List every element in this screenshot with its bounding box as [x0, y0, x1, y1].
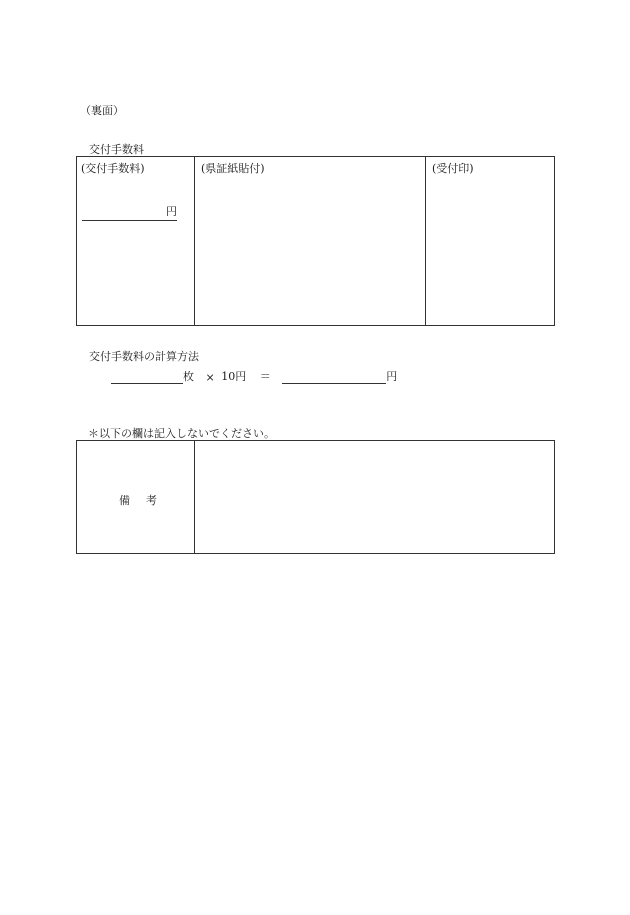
fee-table-divider-2	[425, 157, 426, 325]
remarks-table	[76, 440, 555, 554]
reception-stamp-label: (受付印)	[432, 162, 474, 175]
fee-table-divider-1	[194, 157, 195, 325]
fee-amount-unit: 円	[166, 205, 177, 218]
multiply-sign: ×	[205, 371, 215, 384]
equals-sign: ＝	[259, 370, 271, 383]
unit-price: 10円	[221, 370, 247, 383]
do-not-fill-note: ＊以下の欄は記入しないでください。	[88, 427, 275, 440]
unit-yen: 円	[386, 370, 398, 383]
unit-sheets: 枚	[183, 370, 194, 383]
calc-section-title: 交付手数料の計算方法	[89, 350, 199, 363]
remarks-label: 備考	[119, 494, 173, 507]
page-side-label: （裏面）	[80, 104, 124, 117]
calc-formula	[111, 368, 397, 384]
total-amount-field[interactable]	[282, 371, 386, 384]
sheet-count-field[interactable]	[111, 371, 183, 384]
fee-section-title: 交付手数料	[89, 143, 144, 156]
remarks-divider	[194, 441, 195, 553]
fee-table	[76, 156, 555, 326]
stamp-paper-label: (県証紙貼付)	[201, 162, 265, 175]
fee-amount-label: (交付手数料)	[81, 162, 145, 175]
fee-amount-field[interactable]	[82, 206, 177, 221]
